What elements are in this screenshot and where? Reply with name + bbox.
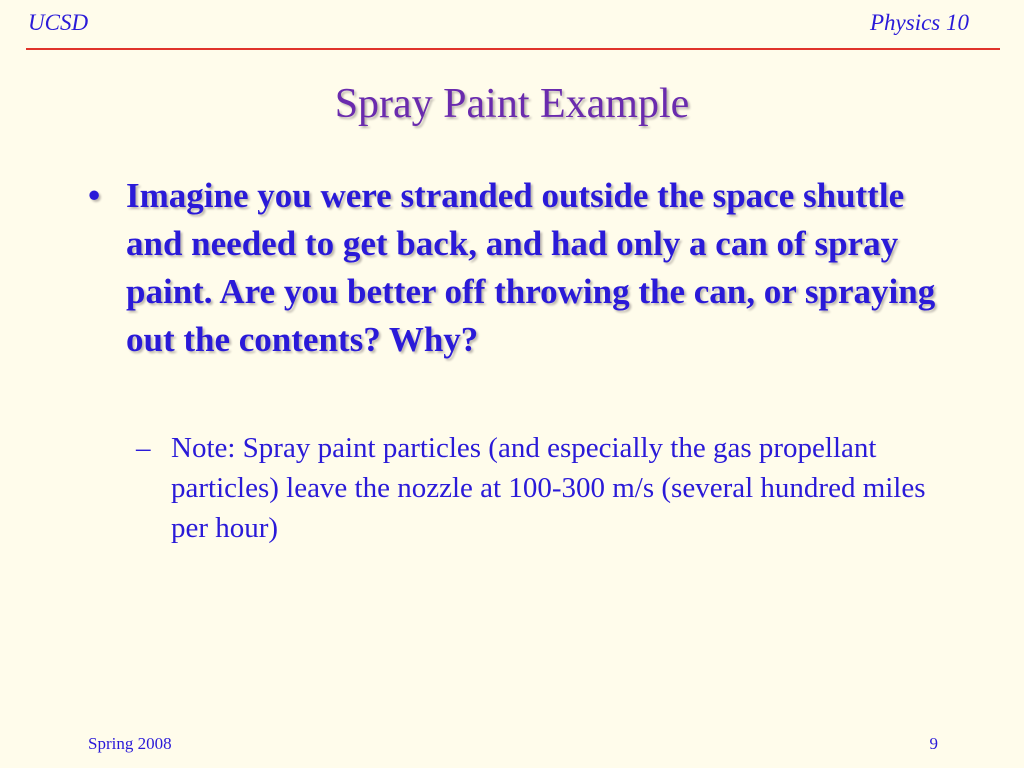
- header-institution: UCSD: [28, 10, 89, 35]
- header-course: Physics 10: [869, 10, 969, 35]
- bullet-mark: •: [88, 176, 101, 215]
- sub-bullet-text: Note: Spray paint particles (and especially the gas propellant particles) leave the nozzle at 100-300 m/s (several hundred miles per hour): [171, 432, 926, 544]
- footer-term: Spring 2008: [88, 734, 172, 753]
- sub-bullet-mark: –: [136, 432, 151, 464]
- main-bullet: [88, 172, 968, 364]
- header-divider: [26, 48, 1000, 50]
- slide-title: Spray Paint Example: [334, 81, 690, 127]
- sub-bullet: [136, 428, 936, 548]
- page-number: 9: [929, 734, 938, 753]
- bullet-text: Imagine you were stranded outside the space shuttle and needed to get back, and had only a can of spray paint. Are you better off throwing the can, or spraying out the contents? Why?: [126, 176, 936, 359]
